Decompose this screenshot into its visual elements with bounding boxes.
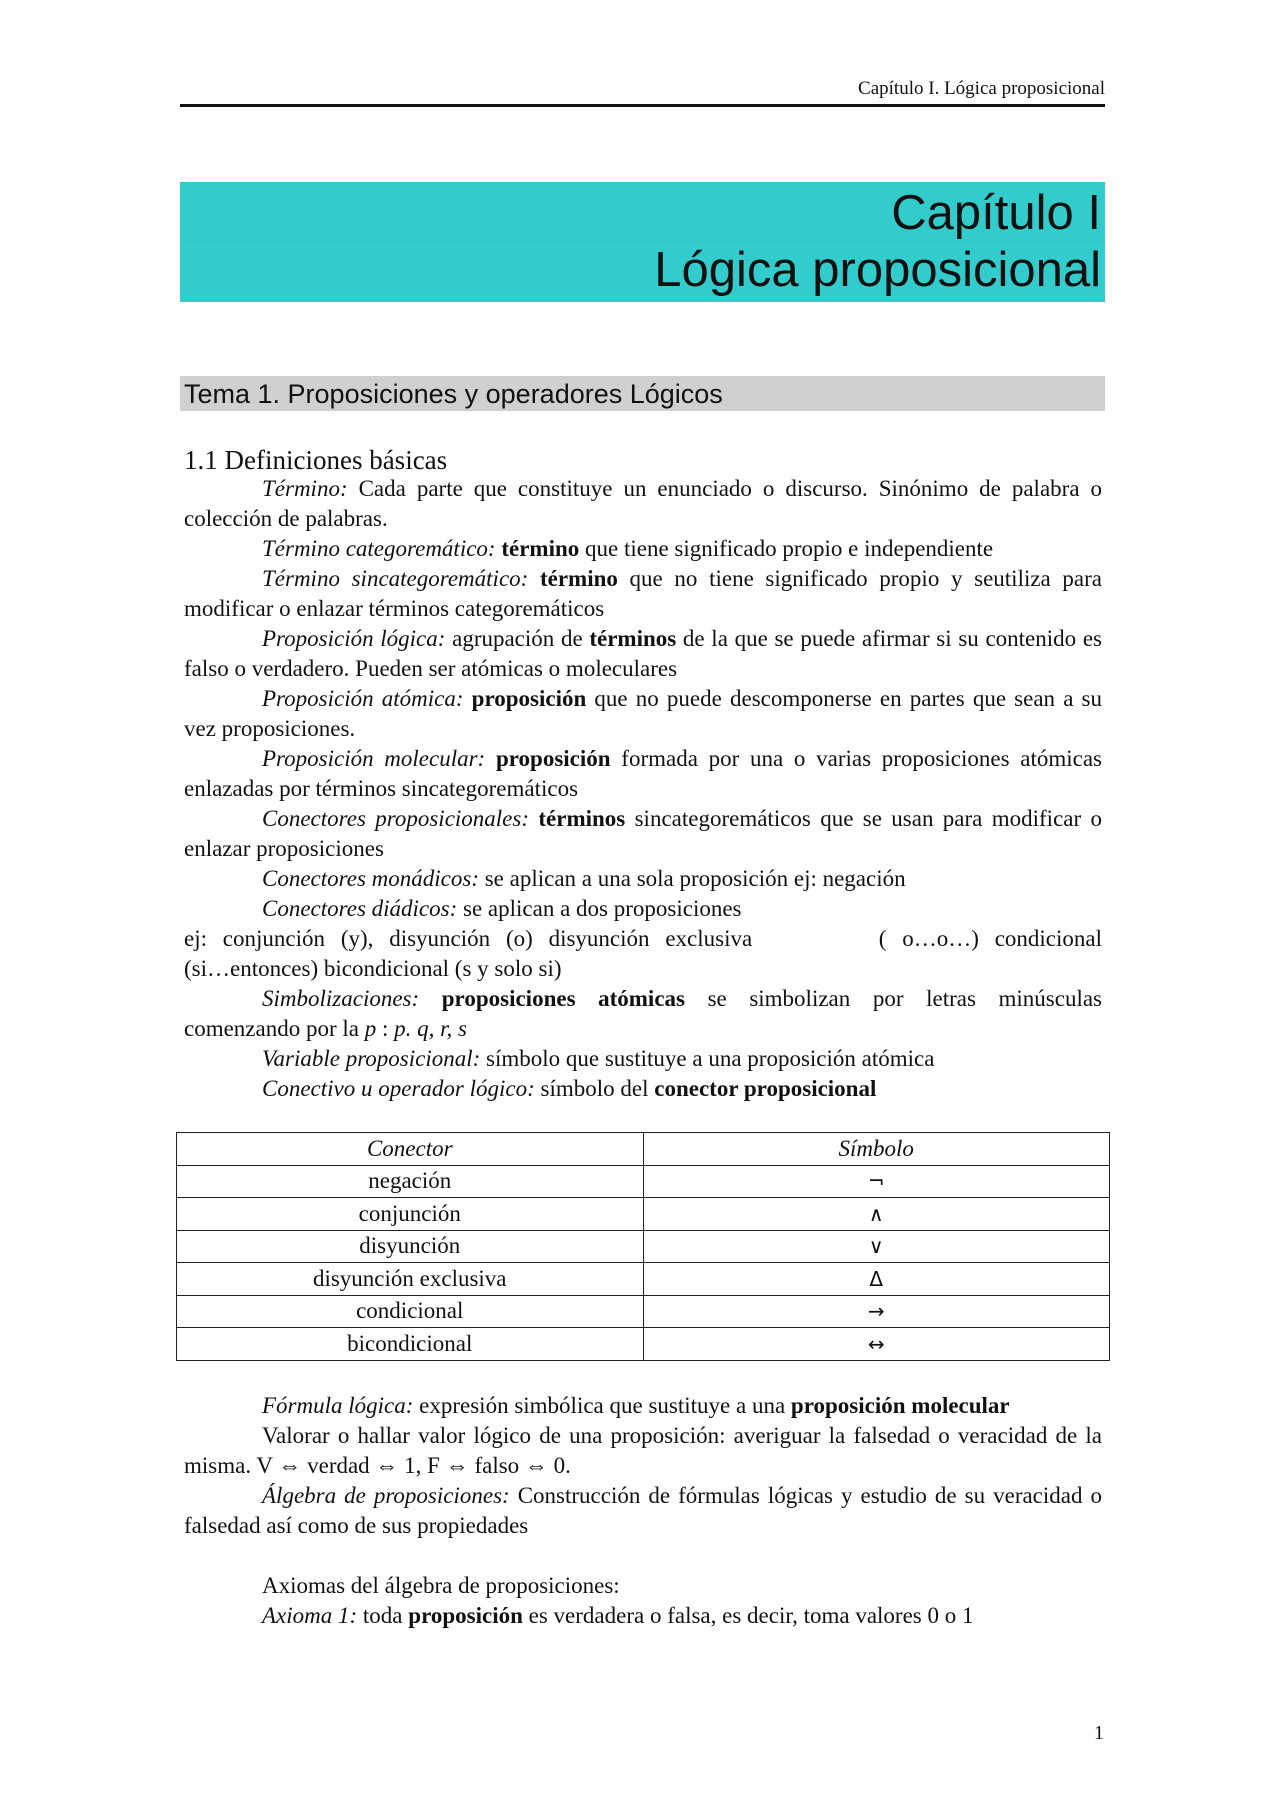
page-number: 1 xyxy=(1094,1722,1104,1744)
term-label: Término: xyxy=(262,476,348,501)
definitions-body xyxy=(184,474,1102,1104)
def-algebra xyxy=(184,1481,1102,1541)
def-diadicos xyxy=(184,894,1102,924)
chapter-title-box xyxy=(180,182,1105,302)
term-bold: proposición xyxy=(408,1603,523,1628)
term-bold: conector proposicional xyxy=(654,1076,877,1101)
connector-symbol: Δ xyxy=(643,1263,1110,1296)
def-valorar: Valorar o hallar valor lógico de una proposición: averiguar la falsedad o veracidad de la misma. V ⇔ verdad ⇔ 1, F ⇔ falso ⇔ 0. xyxy=(184,1423,1102,1478)
term-italic: p. q, r, s xyxy=(394,1016,467,1041)
connector-name: disyunción xyxy=(177,1230,644,1263)
term-text: símbolo que sustituye a una proposición atómica xyxy=(480,1046,935,1071)
term-text: formada por una o varias proposiciones atómicas enlazadas por términos sincategoremáticos xyxy=(184,746,1102,801)
term-label: Conectores monádicos: xyxy=(262,866,479,891)
axioma-1 xyxy=(184,1601,1102,1631)
connector-name: disyunción exclusiva xyxy=(177,1263,644,1296)
term-bold: términos xyxy=(538,806,626,831)
connector-name: condicional xyxy=(177,1295,644,1328)
term-text: agrupación de xyxy=(445,626,590,651)
term-label: Proposición atómica: xyxy=(262,686,464,711)
term-label: Conectivo u operador lógico: xyxy=(262,1076,535,1101)
term-bold: proposiciones atómicas xyxy=(441,986,685,1011)
def-formula-logica xyxy=(184,1391,1102,1421)
term-label: Axioma 1: xyxy=(262,1603,358,1628)
term-label: Conectores diádicos: xyxy=(262,896,458,921)
def-conectores xyxy=(184,804,1102,864)
term-bold: término xyxy=(539,566,618,591)
table-row xyxy=(177,1295,1110,1328)
def-categorematico xyxy=(184,534,1102,564)
term-text: que no tiene significado propio y seutiliza para modificar o enlazar términos categoremáticos xyxy=(184,566,1102,621)
term-label: Proposición molecular: xyxy=(262,746,486,771)
connector-symbol: ¬ xyxy=(643,1165,1110,1198)
term-text: se simbolizan por letras minúsculas comenzando por la xyxy=(184,986,1102,1041)
diadicos-examples-line2: (si…entonces) bicondicional (s y solo si) xyxy=(184,956,562,981)
term-label: Conectores proposicionales: xyxy=(262,806,530,831)
chapter-number: Capítulo I xyxy=(891,186,1101,240)
term-text: es verdadera o falsa, es decir, toma valores 0 o 1 xyxy=(522,1603,974,1628)
table-row xyxy=(177,1328,1110,1361)
connector-symbol: ↔ xyxy=(643,1328,1110,1361)
def-proposicion-molecular xyxy=(184,744,1102,804)
term-label: Proposición lógica: xyxy=(262,626,446,651)
def-proposicion-atomica xyxy=(184,684,1102,744)
term-text: Cada parte que constituye un enunciado o discurso. Sinónimo de palabra o colección de palabras. xyxy=(184,476,1102,531)
connector-symbol: → xyxy=(643,1295,1110,1328)
connector-name: bicondicional xyxy=(177,1328,644,1361)
def-conectivo xyxy=(184,1074,1102,1104)
table-row xyxy=(177,1165,1110,1198)
table-row xyxy=(177,1230,1110,1263)
term-label: Simbolizaciones: xyxy=(262,986,420,1011)
def-simbolizaciones xyxy=(184,984,1102,1044)
term-text: : xyxy=(376,1016,395,1041)
term-text: se aplican a dos proposiciones xyxy=(457,896,742,921)
term-text: se aplican a una sola proposición ej: negación xyxy=(478,866,906,891)
after-table-body xyxy=(184,1391,1102,1631)
def-termino xyxy=(184,474,1102,534)
term-label: Álgebra de proposiciones: xyxy=(262,1483,510,1508)
term-text: expresión simbólica que sustituye a una xyxy=(413,1393,791,1418)
term-text: Construcción de fórmulas lógicas y estudio de su veracidad o falsedad así como de sus propiedades xyxy=(184,1483,1102,1538)
term-label: Fórmula lógica: xyxy=(262,1393,414,1418)
running-header: Capítulo I. Lógica proposicional xyxy=(858,78,1105,99)
term-text: de la que se puede afirmar si su contenido es falso o verdadero. Pueden ser atómicas o moleculares xyxy=(184,626,1102,681)
table-header-row xyxy=(177,1133,1110,1166)
def-variable xyxy=(184,1044,1102,1074)
term-bold: términos xyxy=(589,626,677,651)
chapter-title: Lógica proposicional xyxy=(654,243,1101,297)
connector-symbol: ∨ xyxy=(643,1230,1110,1263)
term-text: sincategoremáticos que se usan para modificar o enlazar proposiciones xyxy=(184,806,1103,861)
paragraph-gap xyxy=(184,1541,1102,1571)
connector-symbol: ∧ xyxy=(643,1198,1110,1231)
header-rule xyxy=(180,104,1105,107)
term-text: toda xyxy=(357,1603,409,1628)
connectors-table xyxy=(176,1132,1110,1361)
def-sincategorematico xyxy=(184,564,1102,624)
column-header-conector: Conector xyxy=(177,1133,644,1166)
table-row xyxy=(177,1263,1110,1296)
term-bold: término xyxy=(501,536,580,561)
term-label: Variable proposicional: xyxy=(262,1046,481,1071)
term-bold: proposición molecular xyxy=(790,1393,1010,1418)
column-header-simbolo: Símbolo xyxy=(643,1133,1110,1166)
connector-name: conjunción xyxy=(177,1198,644,1231)
term-bold: proposición xyxy=(471,686,587,711)
term-label: Término sincategoremático: xyxy=(262,566,529,591)
term-italic: p xyxy=(364,1016,377,1041)
def-monadicos xyxy=(184,864,1102,894)
axiomas-title: Axiomas del álgebra de proposiciones: xyxy=(262,1573,620,1598)
connector-name: negación xyxy=(177,1165,644,1198)
table-row xyxy=(177,1198,1110,1231)
term-text: símbolo del xyxy=(534,1076,655,1101)
term-bold: proposición xyxy=(495,746,611,771)
section-title: 1.1 Definiciones básicas xyxy=(184,445,448,475)
tema-heading: Tema 1. Proposiciones y operadores Lógicos xyxy=(180,376,1105,411)
term-text: que tiene significado propio e independiente xyxy=(579,536,994,561)
term-label: Término categoremático: xyxy=(262,536,496,561)
def-proposicion-logica xyxy=(184,624,1102,684)
diadicos-examples-line1: ej: conjunción (y), disyunción (o) disyunción exclusiva ( o…o…) condicional xyxy=(184,926,1102,951)
term-text: que no puede descomponerse en partes que sean a su vez proposiciones. xyxy=(184,686,1103,741)
